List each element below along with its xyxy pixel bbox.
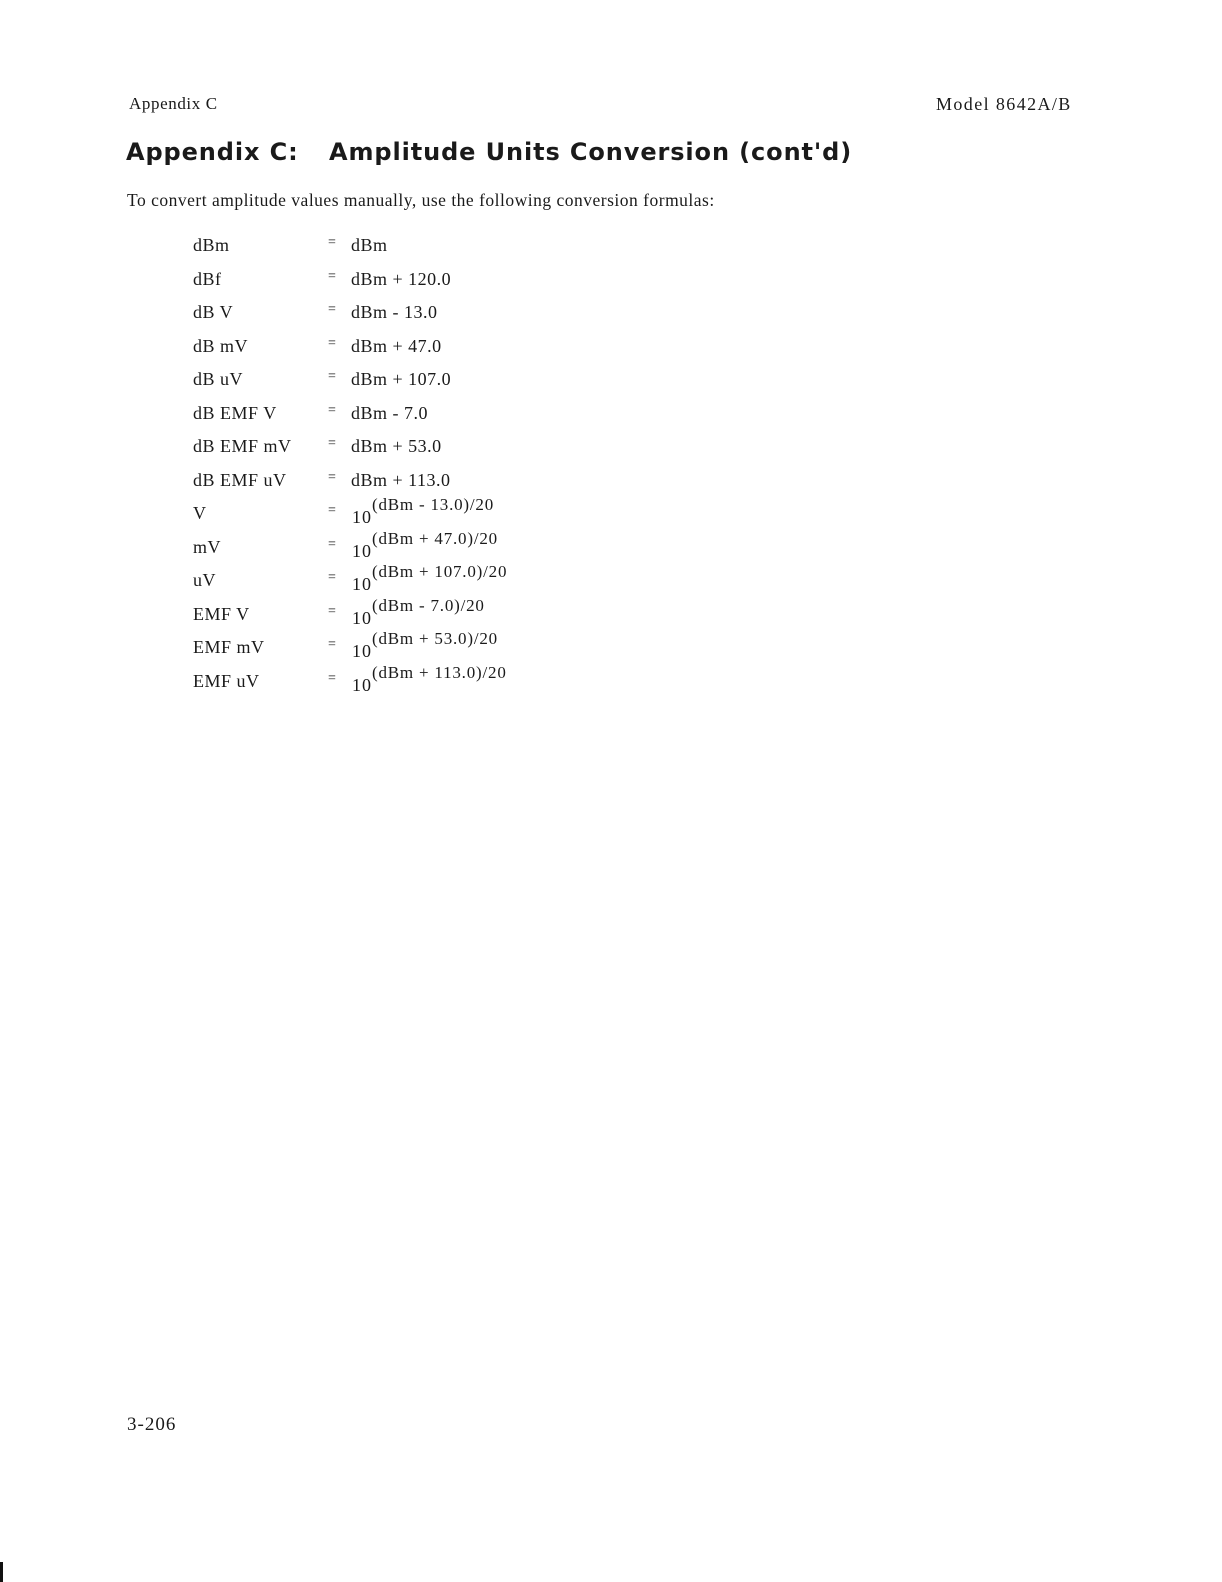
- formula-expression: dBm - 13.0: [351, 302, 438, 322]
- equals-sign: =: [328, 369, 337, 384]
- heading-label: Appendix C:: [126, 138, 299, 166]
- equals-sign: =: [328, 436, 337, 451]
- formula-unit: EMF uV: [193, 670, 260, 691]
- power-expression: [352, 528, 498, 562]
- formula-unit: dB EMF V: [193, 402, 277, 423]
- heading-title: Amplitude Units Conversion (cont'd): [329, 138, 853, 166]
- formula-expression: dBm + 120.0: [351, 268, 452, 289]
- formula-unit: dB EMF uV: [193, 469, 287, 490]
- power-base: 10: [352, 507, 372, 527]
- formula-unit: dBf: [193, 268, 222, 289]
- equals-sign: =: [328, 268, 337, 284]
- formula-unit: dB uV: [193, 369, 244, 389]
- power-base: 10: [352, 674, 372, 695]
- power-exponent: (dBm + 107.0)/20: [372, 562, 508, 581]
- power-exponent: (dBm - 7.0)/20: [372, 595, 485, 615]
- running-header-left: Appendix C: [129, 94, 218, 113]
- section-heading: [126, 138, 853, 166]
- running-header-right: Model 8642A/B: [936, 94, 1072, 114]
- power-exponent: (dBm + 113.0)/20: [372, 662, 507, 682]
- formula-expression: dBm + 53.0: [351, 436, 442, 456]
- equals-sign: =: [328, 603, 337, 619]
- power-base: 10: [352, 607, 372, 628]
- power-base: 10: [352, 574, 372, 594]
- power-base: 10: [352, 540, 372, 561]
- equals-sign: =: [328, 402, 337, 418]
- equals-sign: =: [328, 637, 337, 652]
- formula-unit: dB V: [193, 302, 234, 322]
- power-expression: [352, 595, 485, 629]
- formula-unit: mV: [193, 536, 221, 557]
- power-expression: [352, 629, 498, 662]
- formula-unit: dB EMF mV: [193, 436, 292, 456]
- formula-expression: dBm: [351, 235, 388, 255]
- formula-unit: EMF mV: [193, 637, 265, 657]
- equals-sign: =: [328, 536, 337, 552]
- scan-edge-mark: [0, 1562, 3, 1582]
- equals-sign: =: [328, 503, 337, 518]
- power-expression: [352, 495, 495, 528]
- formula-expression: dBm + 47.0: [351, 335, 442, 356]
- formula-expression: dBm - 7.0: [351, 402, 429, 423]
- equals-sign: =: [328, 469, 337, 485]
- formula-unit: dB mV: [193, 335, 249, 356]
- equals-sign: =: [328, 670, 337, 686]
- formula-expression: dBm + 107.0: [351, 369, 452, 389]
- formula-unit: dBm: [193, 235, 230, 255]
- equals-sign: =: [328, 302, 337, 317]
- page-number: 3-206: [127, 1414, 177, 1435]
- power-expression: [352, 562, 508, 595]
- equals-sign: =: [328, 235, 337, 250]
- formula-unit: V: [193, 503, 207, 523]
- power-exponent: (dBm + 47.0)/20: [372, 528, 498, 548]
- equals-sign: =: [328, 335, 337, 351]
- power-base: 10: [352, 641, 372, 661]
- formula-unit: EMF V: [193, 603, 250, 624]
- power-expression: [352, 662, 507, 696]
- power-exponent: (dBm + 53.0)/20: [372, 629, 498, 648]
- equals-sign: =: [328, 570, 337, 585]
- power-exponent: (dBm - 13.0)/20: [372, 495, 495, 514]
- formula-expression: dBm + 113.0: [351, 469, 451, 490]
- intro-paragraph: To convert amplitude values manually, use the following conversion formulas:: [127, 190, 715, 210]
- formula-unit: uV: [193, 570, 216, 590]
